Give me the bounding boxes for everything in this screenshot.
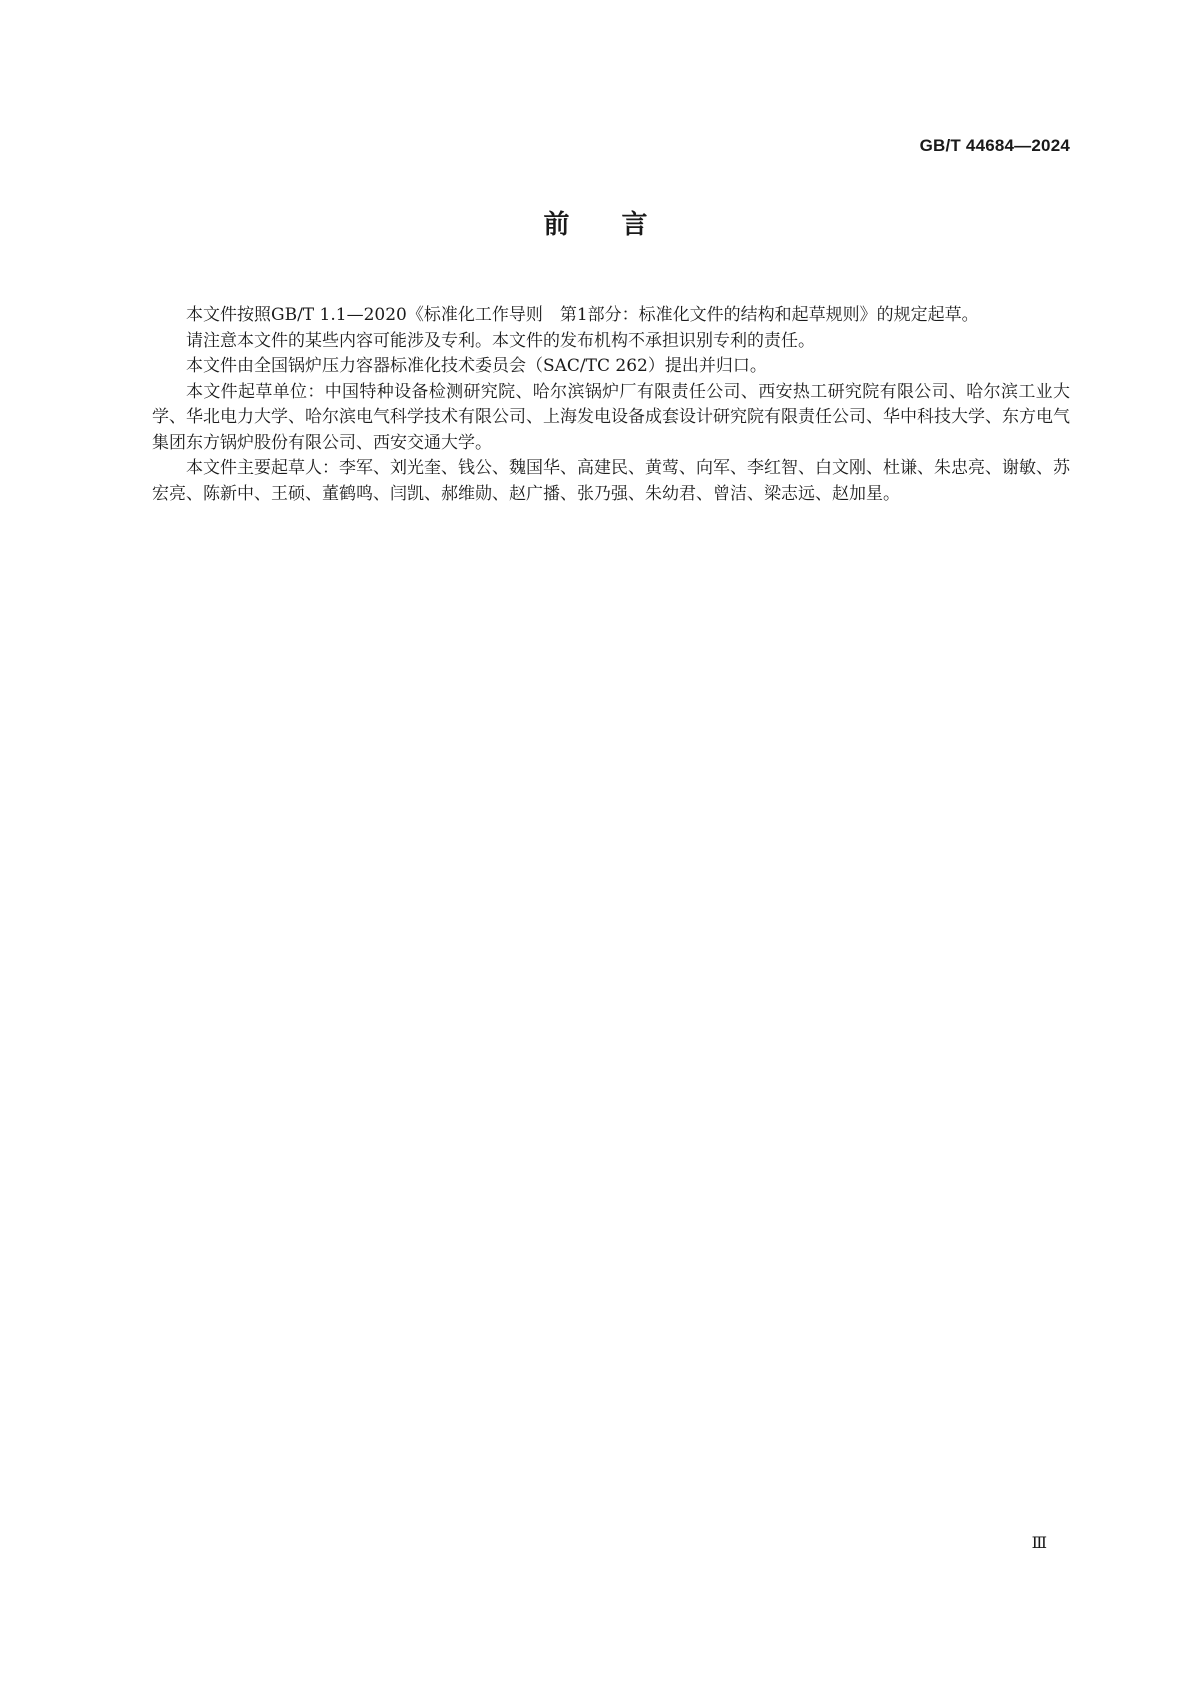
document-body bbox=[152, 303, 1070, 507]
paragraph-patent-notice: 请注意本文件的某些内容可能涉及专利。本文件的发布机构不承担识别专利的责任。 bbox=[186, 330, 815, 351]
paragraph-drafters: 本文件主要起草人：李军、刘光奎、钱公、魏国华、高建民、黄莺、向军、李红智、白文刚、杜谦、朱忠亮、谢敏、苏宏亮、陈新中、王硕、董鹤鸣、闫凯、郝维勋、赵广播、张乃强、朱幼君、曾洁、梁志远、赵加星。 bbox=[152, 458, 1070, 504]
paragraph-drafting-units: 本文件起草单位：中国特种设备检测研究院、哈尔滨锅炉厂有限责任公司、西安热工研究院有限公司、哈尔滨工业大学、华北电力大学、哈尔滨电气科学技术有限公司、上海发电设备成套设计研究院有限责任公司、华中科技大学、东方电气集团东方锅炉股份有限公司、西安交通大学。 bbox=[152, 381, 1070, 453]
document-code: GB/T 44684—2024 bbox=[919, 136, 1070, 155]
paragraph-drafting-rules: 本文件按照GB/T 1.1—2020《标准化工作导则 第1部分：标准化文件的结构和起草规则》的规定起草。 bbox=[186, 305, 979, 325]
page-title: 前言 bbox=[543, 210, 700, 240]
page-number: Ⅲ bbox=[1031, 1533, 1047, 1552]
paragraph-proposer: 本文件由全国锅炉压力容器标准化技术委员会（SAC/TC 262）提出并归口。 bbox=[186, 356, 767, 376]
